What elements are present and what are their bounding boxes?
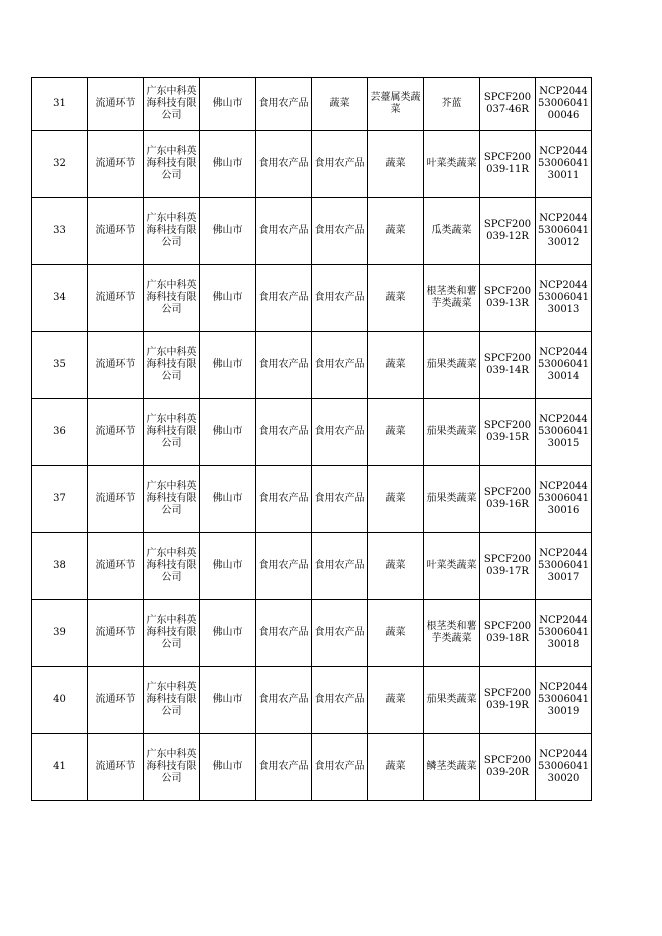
cell-category-4: 根茎类和薯芋类蔬菜 (424, 600, 480, 667)
cell-company: 广东中科英海科技有限公司 (144, 399, 200, 466)
cell-category-4: 芥蓝 (424, 78, 480, 131)
cell-sample-id: SPCF200039-12R (480, 198, 536, 265)
cell-city: 佛山市 (200, 265, 256, 332)
cell-report-id: NCP20445300604130014 (536, 332, 592, 399)
cell-no: 38 (32, 533, 88, 600)
cell-category-2: 蔬菜 (312, 78, 368, 131)
cell-sample-id: SPCF200037-46R (480, 78, 536, 131)
cell-company: 广东中科英海科技有限公司 (144, 131, 200, 198)
cell-category-1: 食用农产品 (256, 600, 312, 667)
cell-category-2: 食用农产品 (312, 198, 368, 265)
cell-company: 广东中科英海科技有限公司 (144, 600, 200, 667)
cell-category-2: 食用农产品 (312, 131, 368, 198)
cell-category-1: 食用农产品 (256, 533, 312, 600)
cell-sample-id: SPCF200039-14R (480, 332, 536, 399)
cell-category-3: 蔬菜 (368, 734, 424, 801)
cell-category-2: 食用农产品 (312, 533, 368, 600)
cell-category-4: 叶菜类蔬菜 (424, 533, 480, 600)
cell-category-3: 蔬菜 (368, 198, 424, 265)
cell-category-1: 食用农产品 (256, 399, 312, 466)
cell-city: 佛山市 (200, 198, 256, 265)
cell-category-1: 食用农产品 (256, 332, 312, 399)
cell-company: 广东中科英海科技有限公司 (144, 533, 200, 600)
cell-city: 佛山市 (200, 399, 256, 466)
cell-city: 佛山市 (200, 332, 256, 399)
cell-report-id: NCP20445300604130013 (536, 265, 592, 332)
cell-no: 33 (32, 198, 88, 265)
cell-category-2: 食用农产品 (312, 399, 368, 466)
cell-company: 广东中科英海科技有限公司 (144, 332, 200, 399)
cell-category-1: 食用农产品 (256, 734, 312, 801)
cell-report-id: NCP20445300604100046 (536, 78, 592, 131)
cell-no: 32 (32, 131, 88, 198)
cell-no: 36 (32, 399, 88, 466)
table-body (32, 78, 592, 801)
cell-category-1: 食用农产品 (256, 667, 312, 734)
cell-category-3: 蔬菜 (368, 533, 424, 600)
cell-company: 广东中科英海科技有限公司 (144, 265, 200, 332)
cell-stage: 流通环节 (88, 466, 144, 533)
table-row (32, 78, 592, 131)
cell-company: 广东中科英海科技有限公司 (144, 734, 200, 801)
cell-report-id: NCP20445300604130012 (536, 198, 592, 265)
cell-no: 37 (32, 466, 88, 533)
cell-category-2: 食用农产品 (312, 600, 368, 667)
cell-category-3: 蔬菜 (368, 466, 424, 533)
cell-stage: 流通环节 (88, 198, 144, 265)
cell-company: 广东中科英海科技有限公司 (144, 466, 200, 533)
cell-city: 佛山市 (200, 600, 256, 667)
cell-no: 35 (32, 332, 88, 399)
cell-category-4: 茄果类蔬菜 (424, 399, 480, 466)
cell-company: 广东中科英海科技有限公司 (144, 667, 200, 734)
cell-sample-id: SPCF200039-13R (480, 265, 536, 332)
table-row (32, 265, 592, 332)
cell-sample-id: SPCF200039-16R (480, 466, 536, 533)
cell-no: 39 (32, 600, 88, 667)
cell-city: 佛山市 (200, 131, 256, 198)
cell-category-2: 食用农产品 (312, 466, 368, 533)
cell-category-4: 叶菜类蔬菜 (424, 131, 480, 198)
table-row (32, 198, 592, 265)
cell-stage: 流通环节 (88, 332, 144, 399)
cell-category-1: 食用农产品 (256, 198, 312, 265)
cell-category-2: 食用农产品 (312, 332, 368, 399)
cell-category-3: 蔬菜 (368, 332, 424, 399)
cell-stage: 流通环节 (88, 600, 144, 667)
cell-report-id: NCP20445300604130018 (536, 600, 592, 667)
cell-sample-id: SPCF200039-11R (480, 131, 536, 198)
cell-category-4: 瓜类蔬菜 (424, 198, 480, 265)
cell-city: 佛山市 (200, 667, 256, 734)
cell-sample-id: SPCF200039-19R (480, 667, 536, 734)
cell-city: 佛山市 (200, 734, 256, 801)
cell-sample-id: SPCF200039-20R (480, 734, 536, 801)
cell-no: 34 (32, 265, 88, 332)
cell-category-4: 鳞茎类蔬菜 (424, 734, 480, 801)
cell-category-1: 食用农产品 (256, 466, 312, 533)
cell-category-3: 芸薹属类蔬菜 (368, 78, 424, 131)
cell-no: 41 (32, 734, 88, 801)
cell-stage: 流通环节 (88, 131, 144, 198)
cell-stage: 流通环节 (88, 667, 144, 734)
cell-category-4: 根茎类和薯芋类蔬菜 (424, 265, 480, 332)
cell-city: 佛山市 (200, 533, 256, 600)
table-row (32, 131, 592, 198)
cell-category-4: 茄果类蔬菜 (424, 466, 480, 533)
table-row (32, 667, 592, 734)
cell-category-1: 食用农产品 (256, 78, 312, 131)
table-row (32, 600, 592, 667)
cell-stage: 流通环节 (88, 533, 144, 600)
cell-stage: 流通环节 (88, 78, 144, 131)
cell-stage: 流通环节 (88, 734, 144, 801)
cell-sample-id: SPCF200039-15R (480, 399, 536, 466)
table-row (32, 533, 592, 600)
cell-category-3: 蔬菜 (368, 131, 424, 198)
table-row (32, 466, 592, 533)
cell-category-2: 食用农产品 (312, 667, 368, 734)
cell-report-id: NCP20445300604130011 (536, 131, 592, 198)
cell-report-id: NCP20445300604130015 (536, 399, 592, 466)
table-row (32, 399, 592, 466)
results-table (31, 77, 592, 801)
cell-sample-id: SPCF200039-17R (480, 533, 536, 600)
cell-company: 广东中科英海科技有限公司 (144, 198, 200, 265)
cell-category-4: 茄果类蔬菜 (424, 332, 480, 399)
cell-report-id: NCP20445300604130016 (536, 466, 592, 533)
cell-stage: 流通环节 (88, 265, 144, 332)
cell-no: 31 (32, 78, 88, 131)
cell-city: 佛山市 (200, 78, 256, 131)
cell-city: 佛山市 (200, 466, 256, 533)
cell-category-3: 蔬菜 (368, 667, 424, 734)
cell-sample-id: SPCF200039-18R (480, 600, 536, 667)
cell-category-3: 蔬菜 (368, 600, 424, 667)
cell-category-1: 食用农产品 (256, 265, 312, 332)
cell-category-3: 蔬菜 (368, 265, 424, 332)
cell-no: 40 (32, 667, 88, 734)
cell-category-3: 蔬菜 (368, 399, 424, 466)
table-row (32, 734, 592, 801)
cell-category-1: 食用农产品 (256, 131, 312, 198)
cell-category-2: 食用农产品 (312, 265, 368, 332)
cell-stage: 流通环节 (88, 399, 144, 466)
cell-report-id: NCP20445300604130019 (536, 667, 592, 734)
cell-report-id: NCP20445300604130017 (536, 533, 592, 600)
cell-company: 广东中科英海科技有限公司 (144, 78, 200, 131)
cell-category-4: 茄果类蔬菜 (424, 667, 480, 734)
cell-report-id: NCP20445300604130020 (536, 734, 592, 801)
table-row (32, 332, 592, 399)
cell-category-2: 食用农产品 (312, 734, 368, 801)
